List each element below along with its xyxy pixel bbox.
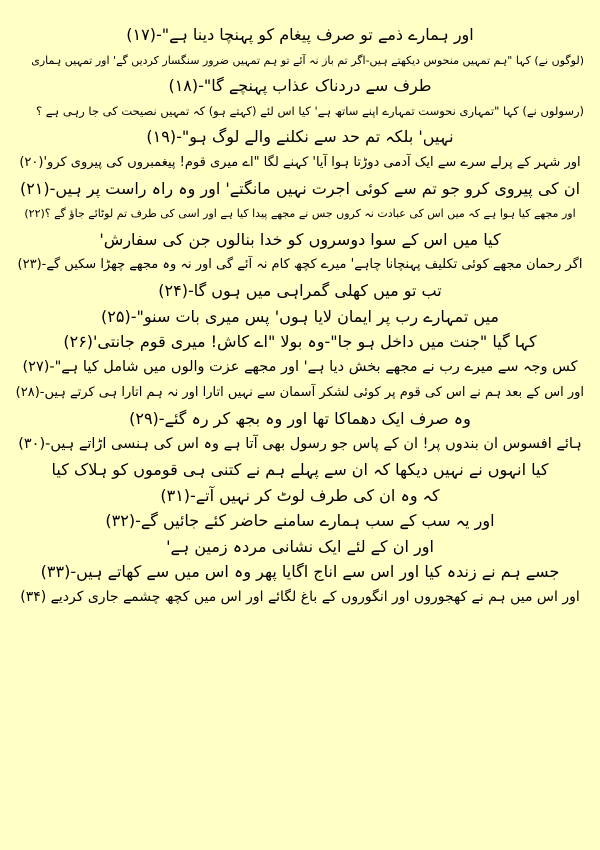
- verse-line: ہائے افسوس ان بندوں پر! ان کے پاس جو رسول بھی آتا ہے وہ اس کی ہنسی اڑاتے ہیں-(۳۰): [18, 435, 582, 452]
- verse-line: اور ان کے لئے ایک نشانی مردہ زمین ہے': [166, 536, 434, 556]
- verse-line: اور اس کے بعد ہم نے اس کی قوم پر کوئی لشکر آسمان سے نہیں اتارا اور نہ ہم اتارا ہی کرتے ہیں-(۲۸): [16, 385, 584, 401]
- verse-line: ان کی پیروی کرو جو تم سے کوئی اجرت نہیں مانگتے' اور وہ راہ راست پر ہیں-(۲۱): [19, 178, 581, 198]
- verse-line: کیا میں اس کے سوا دوسروں کو خدا بنالوں جن کی سفارش': [99, 229, 501, 249]
- verse-line: اگر رحمان مجھے کوئی تکلیف پہنچانا چاہے' میرے کچھ کام نہ آئے گی اور نہ وہ مجھے چھڑا سکیں گے-(۲۳): [17, 257, 583, 273]
- verse-line: تب تو میں کھلی گمراہی میں ہوں گا-(۲۴): [158, 280, 442, 300]
- verse-line: جسے ہم نے زندہ کیا اور اس سے اناج اگایا پھر وہ اس میں سے کھاتے ہیں-(۳۳): [40, 562, 560, 582]
- verse-line: کہا گیا "جنت میں داخل ہو جا"-وہ بولا "اے کاش! میری قوم جانتی'(۲۶): [63, 332, 537, 352]
- verse-line: وہ صرف ایک دھماکا تھا اور وہ بجھ کر رہ گئے-(۲۹): [129, 408, 471, 428]
- verse-line: اور اس میں ہم نے کھجوروں اور انگوروں کے باغ لگائے اور اس میں کچھ چشمے جاری کردیے (۳۴): [20, 589, 580, 606]
- verse-line: (لوگوں نے) کہا "ہم تمہیں منحوس دیکھتے ہیں-اگر تم باز نہ آئے تو ہم تمہیں ضرور سنگسار کردیں گے' اور تمہیں ہماری: [31, 53, 584, 67]
- verse-line: میں تمہارے رب پر ایمان لایا ہوں' پس میری بات سنو"-(۲۵): [101, 306, 499, 326]
- verse-line: نہیں' بلکہ تم حد سے نکلنے والے لوگ ہو"-(۱۹): [146, 127, 454, 147]
- verse-line: کہ وہ ان کی طرف لوٹ کر نہیں آتے-(۳۱): [160, 485, 440, 505]
- verse-line: (رسولوں نے) کہا "تمہاری نحوست تمہارے اپنے ساتھ ہے' کیا اس لئے (کہتے ہو) کہ تمہیں نصیحت کی جا رہی ہے ؟: [35, 103, 584, 118]
- verse-line: اور یہ سب کے سب ہمارے سامنے حاضر کئے جائیں گے-(۳۲): [105, 511, 495, 531]
- verse-line: کیا انہوں نے نہیں دیکھا کہ ان سے پہلے ہم نے کتنی ہی قوموں کو ہلاک کیا: [51, 460, 549, 480]
- verse-line: کس وجہ سے میرے رب نے مجھے بخش دیا ہے' اور مجھے عزت والوں میں شامل کیا ہے"-(۲۷): [22, 358, 578, 375]
- verse-line: اور مجھے کیا ہوا ہے کہ میں اس کی عبادت نہ کروں جس نے مجھے پیدا کیا ہے اور اسی کی طرف تم لوٹائے جاؤ گے ؟(۲۲): [24, 207, 576, 221]
- verse-line: اور ہمارے ذمے تو صرف پیغام کو پہنچا دینا ہے"-(۱۷): [126, 25, 474, 44]
- verse-line: طرف سے دردناک عذاب پہنچے گا"-(۱۸): [168, 76, 432, 96]
- verse-line: اور شہر کے پرلے سرے سے ایک آدمی دوڑتا ہوا آیا' کہنے لگا "اے میری قوم! پیغمبروں کی پیروی کرو'(۲۰): [19, 154, 581, 170]
